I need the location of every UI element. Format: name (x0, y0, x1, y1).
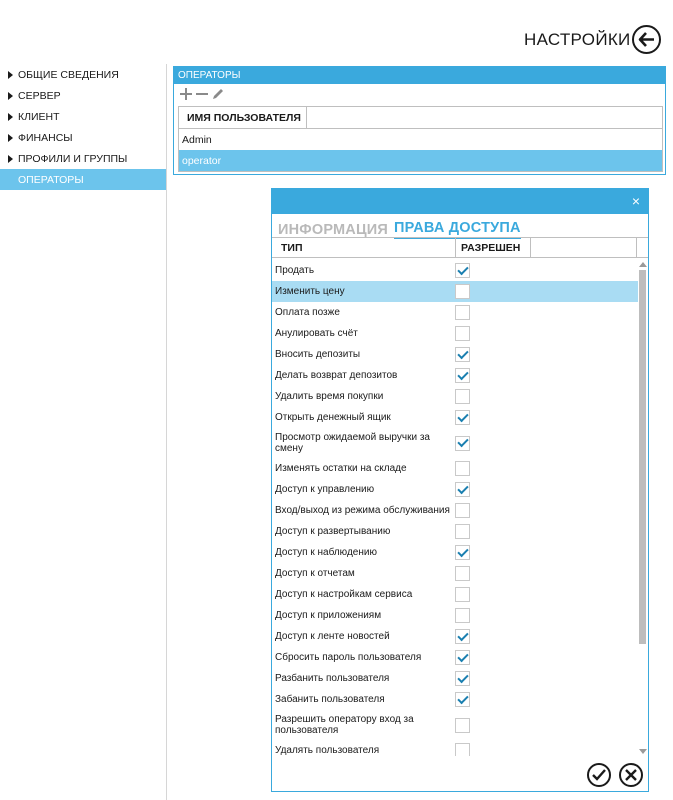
permission-checkbox[interactable] (455, 718, 470, 733)
caret-right-icon (8, 92, 13, 100)
permissions-dialog (271, 188, 649, 792)
permission-row[interactable] (272, 365, 638, 386)
page-title: НАСТРОЙКИ (524, 30, 631, 49)
permission-checkbox[interactable] (455, 524, 470, 539)
close-x-icon (625, 769, 637, 781)
permission-label: Удалить время покупки (275, 391, 384, 402)
permission-row[interactable] (272, 542, 638, 563)
sidebar-item-0[interactable] (0, 64, 166, 85)
permission-label: Доступ к развертыванию (275, 526, 391, 537)
sidebar-item-label: КЛИЕНТ (18, 110, 60, 123)
sidebar-item-label: СЕРВЕР (18, 89, 61, 102)
permission-checkbox[interactable] (455, 608, 470, 623)
caret-right-icon (8, 134, 13, 142)
permissions-scrollbar[interactable] (638, 260, 648, 756)
permission-label: Вносить депозиты (275, 349, 361, 360)
permission-row[interactable] (272, 500, 638, 521)
arrow-left-icon (638, 32, 655, 47)
back-button[interactable] (632, 25, 661, 54)
permission-checkbox[interactable] (455, 743, 470, 756)
sidebar (0, 64, 167, 800)
permission-checkbox[interactable] (455, 368, 470, 383)
permission-label: Анулировать счёт (275, 328, 358, 339)
sidebar-item-label: ФИНАНСЫ (18, 131, 73, 144)
scroll-up-arrow-icon[interactable] (639, 262, 647, 267)
permission-row[interactable] (272, 458, 638, 479)
permission-label: Вход/выход из режима обслуживания (275, 505, 450, 516)
permission-label: Разрешить оператору вход за пользователя (275, 714, 414, 736)
permission-row[interactable] (272, 605, 638, 626)
plus-icon[interactable] (179, 87, 193, 101)
scroll-thumb[interactable] (639, 270, 646, 644)
permission-row[interactable] (272, 668, 638, 689)
permission-label: Изменять остатки на складе (275, 463, 407, 474)
operator-row[interactable] (179, 150, 662, 171)
permission-label: Делать возврат депозитов (275, 370, 398, 381)
permission-row[interactable] (272, 260, 638, 281)
permission-row[interactable] (272, 584, 638, 605)
tab-access-rights[interactable]: ПРАВА ДОСТУПА (394, 220, 521, 239)
permission-label: Доступ к наблюдению (275, 547, 377, 558)
permission-label: Доступ к настройкам сервиса (275, 589, 413, 600)
permission-label: Доступ к управлению (275, 484, 375, 495)
permission-label: Открыть денежный ящик (275, 412, 391, 423)
sidebar-item-label: ПРОФИЛИ И ГРУППЫ (18, 152, 128, 165)
dialog-tabs (272, 218, 648, 239)
permission-checkbox[interactable] (455, 671, 470, 686)
permission-row[interactable] (272, 689, 638, 710)
sidebar-item-label: ОПЕРАТОРЫ (18, 173, 84, 186)
caret-right-icon (8, 113, 13, 121)
permission-checkbox[interactable] (455, 650, 470, 665)
operators-toolbar (174, 84, 665, 104)
permission-row[interactable] (272, 521, 638, 542)
permission-checkbox[interactable] (455, 410, 470, 425)
operator-name: Admin (182, 133, 212, 146)
confirm-button[interactable] (587, 763, 611, 787)
permission-row[interactable] (272, 302, 638, 323)
permissions-table (272, 237, 648, 757)
permissions-table-header (272, 238, 648, 258)
permission-checkbox[interactable] (455, 436, 470, 451)
permission-checkbox[interactable] (455, 566, 470, 581)
permission-label: Изменить цену (275, 286, 345, 297)
caret-right-icon (8, 155, 13, 163)
cancel-button[interactable] (619, 763, 643, 787)
permission-row[interactable] (272, 281, 638, 302)
operator-name: operator (182, 154, 222, 167)
permissions-list (272, 260, 638, 756)
tab-information[interactable]: ИНФОРМАЦИЯ (278, 222, 389, 238)
dialog-header (272, 189, 648, 214)
permission-label: Продать (275, 265, 315, 276)
permission-row[interactable] (272, 563, 638, 584)
scroll-down-arrow-icon[interactable] (639, 749, 647, 754)
permission-row[interactable] (272, 428, 638, 458)
permission-checkbox[interactable] (455, 629, 470, 644)
sidebar-item-1[interactable] (0, 85, 166, 106)
dialog-close-icon[interactable]: × (631, 193, 640, 209)
permission-checkbox[interactable] (455, 305, 470, 320)
permission-label: Сбросить пароль пользователя (275, 652, 422, 663)
permission-row[interactable] (272, 407, 638, 428)
permission-label: Оплата позже (275, 307, 340, 318)
permission-label: Просмотр ожидаемой выручки за смену (275, 432, 430, 454)
column-header-filler (531, 238, 637, 257)
permission-label: Доступ к приложениям (275, 610, 382, 621)
permission-checkbox[interactable] (455, 263, 470, 278)
permission-checkbox[interactable] (455, 587, 470, 602)
permission-row[interactable] (272, 647, 638, 668)
permission-checkbox[interactable] (455, 545, 470, 560)
sidebar-item-4[interactable] (0, 148, 166, 169)
permission-checkbox[interactable] (455, 461, 470, 476)
permission-checkbox[interactable] (455, 347, 470, 362)
caret-right-icon (8, 71, 13, 79)
permission-checkbox[interactable] (455, 482, 470, 497)
permission-checkbox[interactable] (455, 389, 470, 404)
operators-panel-title: ОПЕРАТОРЫ (174, 67, 665, 84)
sidebar-item-5[interactable] (0, 169, 166, 190)
checkmark-icon (592, 769, 606, 781)
permission-checkbox[interactable] (455, 284, 470, 299)
permission-label: Доступ к ленте новостей (275, 631, 390, 642)
permission-checkbox[interactable] (455, 326, 470, 341)
operator-row[interactable] (179, 129, 662, 150)
operators-panel (173, 66, 666, 175)
permission-label: Забанить пользователя (275, 694, 385, 705)
permission-label: Доступ к отчетам (275, 568, 355, 579)
operators-table (178, 106, 663, 172)
permission-row[interactable] (272, 740, 638, 756)
permission-row[interactable] (272, 710, 638, 740)
operators-table-header (179, 107, 662, 129)
sidebar-item-label: ОБЩИЕ СВЕДЕНИЯ (18, 68, 119, 81)
permission-label: Разбанить пользователя (275, 673, 390, 684)
sidebar-item-2[interactable] (0, 106, 166, 127)
permission-checkbox[interactable] (455, 692, 470, 707)
permission-row[interactable] (272, 386, 638, 407)
permission-label: Удалять пользователя (275, 745, 380, 756)
minus-icon[interactable] (195, 87, 209, 101)
permission-row[interactable] (272, 323, 638, 344)
sidebar-item-3[interactable] (0, 127, 166, 148)
permission-row[interactable] (272, 344, 638, 365)
column-header-username[interactable]: ИМЯ ПОЛЬЗОВАТЕЛЯ (179, 107, 307, 128)
column-header-type[interactable]: ТИП (272, 238, 456, 257)
permission-row[interactable] (272, 479, 638, 500)
permission-checkbox[interactable] (455, 503, 470, 518)
dialog-footer (587, 763, 643, 787)
column-header-allowed[interactable]: РАЗРЕШЕН (456, 238, 531, 257)
permission-row[interactable] (272, 626, 638, 647)
pencil-icon[interactable] (211, 87, 225, 101)
